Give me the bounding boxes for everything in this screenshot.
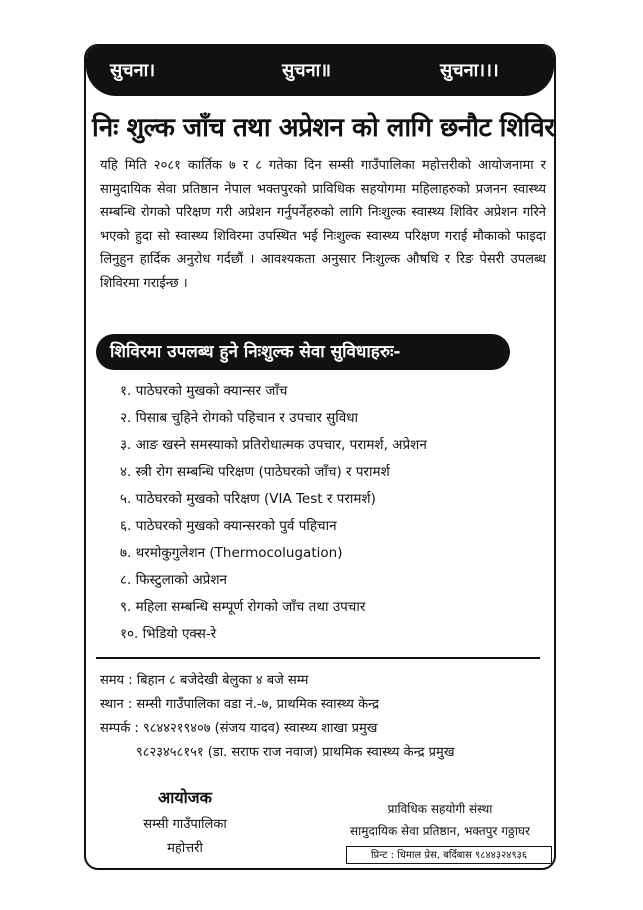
- contact-info-1: सम्पर्क : ९८४४२१९४०७ (संजय यादव) स्वास्थ्य शाखा प्रमुख: [100, 721, 378, 736]
- time-info: समय : बिहान ८ बजेदेखी बेलुका ४ बजे सम्म: [100, 673, 309, 688]
- print-note: प्रिन्ट : धिमाल प्रेस, बर्दिबास ९८४४३२४९३६: [346, 846, 552, 864]
- organizer-district: महोत्तरी: [167, 841, 203, 856]
- service-item: ६. पाठेघरको मुखको क्यान्सरको पुर्व पहिचान: [120, 518, 337, 534]
- divider: [96, 657, 540, 659]
- notice-header-bar: [86, 46, 554, 96]
- service-item: ७. थरमोकुगुलेशन (Thermocolugation): [120, 545, 343, 561]
- organizer-heading: आयोजक: [158, 788, 212, 807]
- service-item: २. पिसाब चुहिने रोगको पहिचान र उपचार सुविधा: [120, 410, 359, 426]
- service-item: ५. पाठेघरको मुखको परिक्षण (VIA Test र परामर्श): [120, 491, 376, 507]
- contact-info-2: ९८२३४५८१५१ (डा. सराफ राज नवाज) प्राथमिक स्वास्थ्य केन्द्र प्रमुख: [136, 745, 455, 760]
- organizer-name: सम्सी गाउँपालिका: [143, 817, 227, 832]
- service-item: १०. भिडियो एक्स-रे: [120, 626, 217, 642]
- partner-name: सामुदायिक सेवा प्रतिष्ठान, भक्तपुर गठ्ठाघर: [350, 824, 530, 838]
- services-list: [120, 378, 427, 648]
- notice-tag-2: सुचना॥: [282, 60, 332, 81]
- notice-title: निः शुल्क जाँच तथा अप्रेशन को लागि छनौट शिविर: [92, 113, 555, 143]
- notice-tag-1: सुचना।: [110, 60, 156, 81]
- service-item: ९. महिला सम्बन्धि सम्पूर्ण रोगको जाँच तथा उपचार: [120, 599, 366, 615]
- intro-paragraph: यहि मिति २०८१ कार्तिक ७ र ८ गतेका दिन सम्सी गाउँपालिका महोत्तरीको आयोजनामा र सामुदायिक सेवा प्रतिष्ठान नेपाल भक्तपुरको प्राविधिक सहयोगमा महिलाहरुको प्रजनन स्वास्थ्य सम्बन्धि रोगको परिक्षण गरी अप्रेशन गर्नुपर्नेहरुको लागि निःशुल्क स्वास्थ्य शिविर अप्रेशन गरिने भएको हुदा सो स्वास्थ्य शिविरमा उपस्थित भई निःशुल्क स्वास्थ्य परिक्षण गराई मौकाको फाइदा लिनुहुन हार्दिक अनुरोध गर्दछौं । आवश्यकता अनुसार निःशुल्क औषधि र रिङ पेसरी उपलब्ध शिविरमा गराईन्छ ।: [100, 158, 546, 291]
- partner-heading: प्राविधिक सहयोगी संस्था: [387, 802, 493, 816]
- place-info: स्थान : सम्सी गाउँपालिका वडा नं.-७, प्राथमिक स्वास्थ्य केन्द्र: [100, 697, 379, 712]
- services-heading: शिविरमा उपलब्ध हुने निःशुल्क सेवा सुविधाहरुः-: [96, 334, 510, 370]
- service-item: १. पाठेघरको मुखको क्यान्सर जाँच: [120, 383, 288, 399]
- service-item: ३. आङ खस्ने समस्याको प्रतिरोधात्मक उपचार, परामर्श, अप्रेशन: [120, 437, 427, 453]
- service-item: ४. स्त्री रोग सम्बन्धि परिक्षण (पाठेघरको जाँच) र परामर्श: [120, 464, 390, 480]
- service-item: ८. फिस्टुलाको अप्रेशन: [120, 572, 228, 588]
- notice-tag-3: सुचना।।।: [440, 60, 499, 81]
